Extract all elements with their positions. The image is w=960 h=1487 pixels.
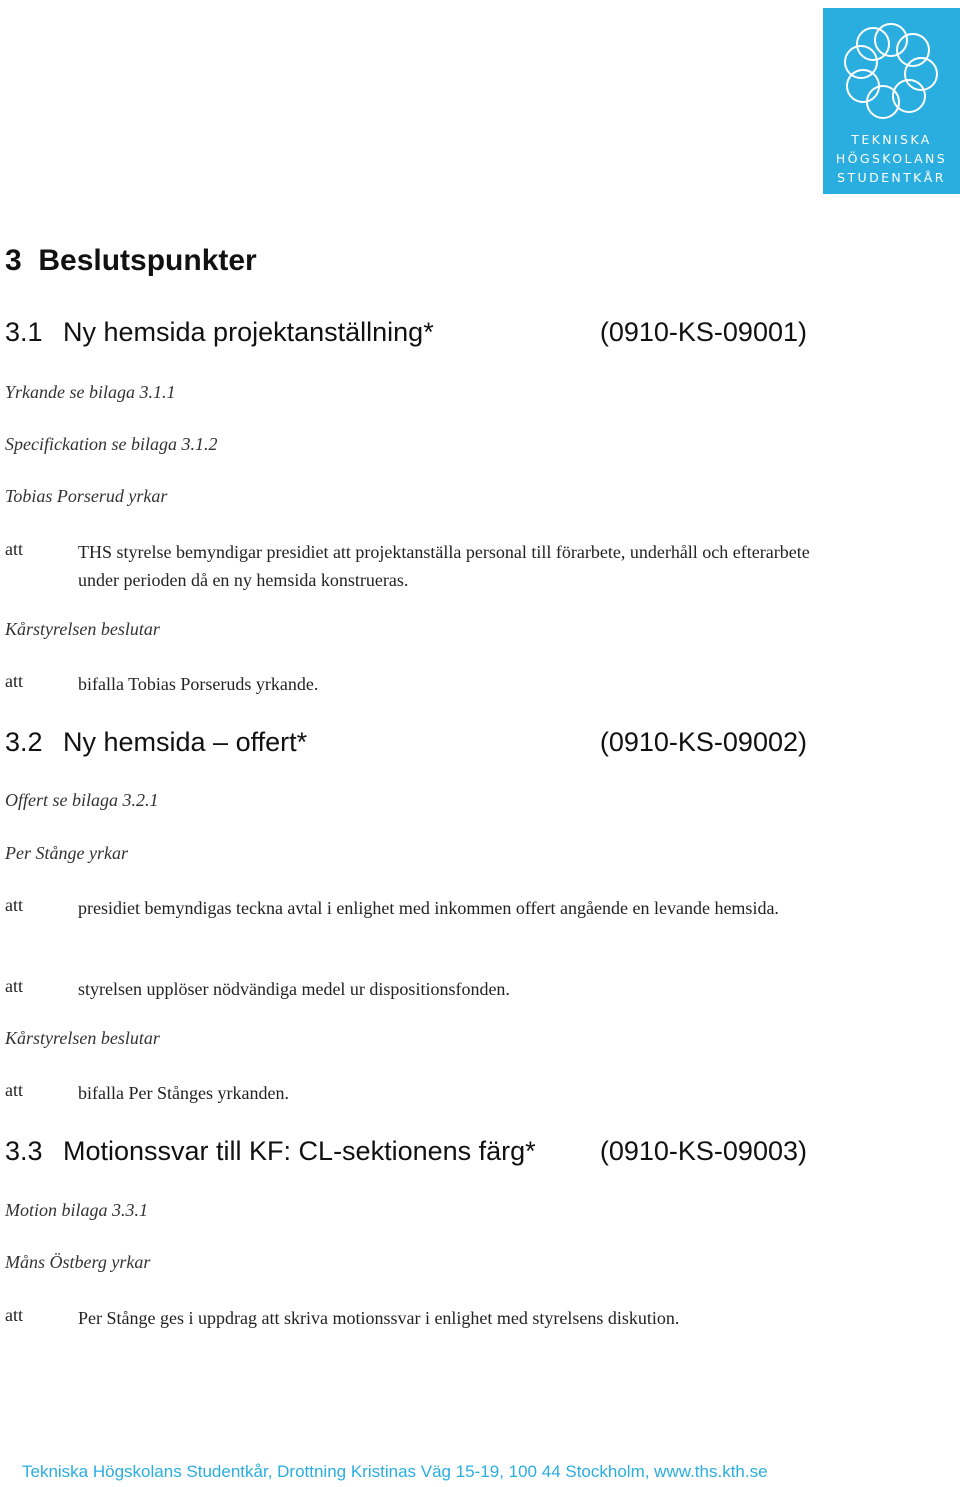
attachment-ref: Yrkande se bilaga 3.1.1 <box>5 382 176 402</box>
item-code: (0910-KS-09001) <box>599 317 807 347</box>
attachment-ref: Specifickation se bilaga 3.1.2 <box>5 434 218 454</box>
section-heading: 3 Beslutspunkter <box>5 244 257 277</box>
item-heading-3-2 <box>5 727 807 763</box>
proposer: Tobias Porserud yrkar <box>5 486 168 506</box>
item-title: Ny hemsida – offert* <box>63 727 308 757</box>
att-label: att <box>5 1305 23 1325</box>
decision-label: Kårstyrelsen beslutar <box>5 1028 160 1048</box>
att-label: att <box>5 976 23 996</box>
motion-text: THS styrelse bemyndigar presidiet att projektanställa personal till förarbete, underhåll och efterarbete under perioden då en ny hemsida konstrueras. <box>78 542 810 590</box>
motion-text: presidiet bemyndigas teckna avtal i enlighet med inkommen offert angående en levande hemsida. <box>78 898 779 918</box>
motion-text: styrelsen upplöser nödvändiga medel ur dispositionsfonden. <box>78 979 510 999</box>
proposer: Måns Östberg yrkar <box>5 1252 151 1272</box>
item-code: (0910-KS-09003) <box>599 1136 807 1166</box>
item-title: Motionssvar till KF: CL-sektionens färg* <box>63 1136 536 1166</box>
item-number: 3.3 <box>5 1136 43 1166</box>
item-heading-3-1 <box>5 317 807 353</box>
attachment-ref: Motion bilaga 3.3.1 <box>5 1200 148 1220</box>
att-label: att <box>5 539 23 559</box>
item-code: (0910-KS-09002) <box>599 727 807 757</box>
item-title: Ny hemsida projektanställning* <box>63 317 434 347</box>
rings-emblem-icon <box>833 22 950 122</box>
attachment-ref: Offert se bilaga 3.2.1 <box>5 790 159 810</box>
decision-text: bifalla Per Stånges yrkanden. <box>78 1083 289 1103</box>
logo-line-2: HÖGSKOLANS <box>835 151 948 166</box>
item-number: 3.1 <box>5 317 43 347</box>
logo-line-1: TEKNISKA <box>851 132 932 147</box>
decision-label: Kårstyrelsen beslutar <box>5 619 160 639</box>
att-label: att <box>5 671 23 691</box>
decision-text: bifalla Tobias Porseruds yrkande. <box>78 674 319 694</box>
motion-text: Per Stånge ges i uppdrag att skriva motionssvar i enlighet med styrelsens diskution. <box>78 1308 680 1328</box>
logo-line-3: STUDENTKÅR <box>837 170 946 185</box>
page-footer: Tekniska Högskolans Studentkår, Drottning Kristinas Väg 15-19, 100 44 Stockholm, www.ths.kth.se <box>22 1462 768 1481</box>
att-label: att <box>5 1080 23 1100</box>
item-heading-3-3 <box>5 1136 807 1172</box>
item-number: 3.2 <box>5 727 43 757</box>
att-label: att <box>5 895 23 915</box>
ths-logo <box>823 8 960 194</box>
proposer: Per Stånge yrkar <box>5 843 128 863</box>
logo-wordmark <box>823 130 960 187</box>
